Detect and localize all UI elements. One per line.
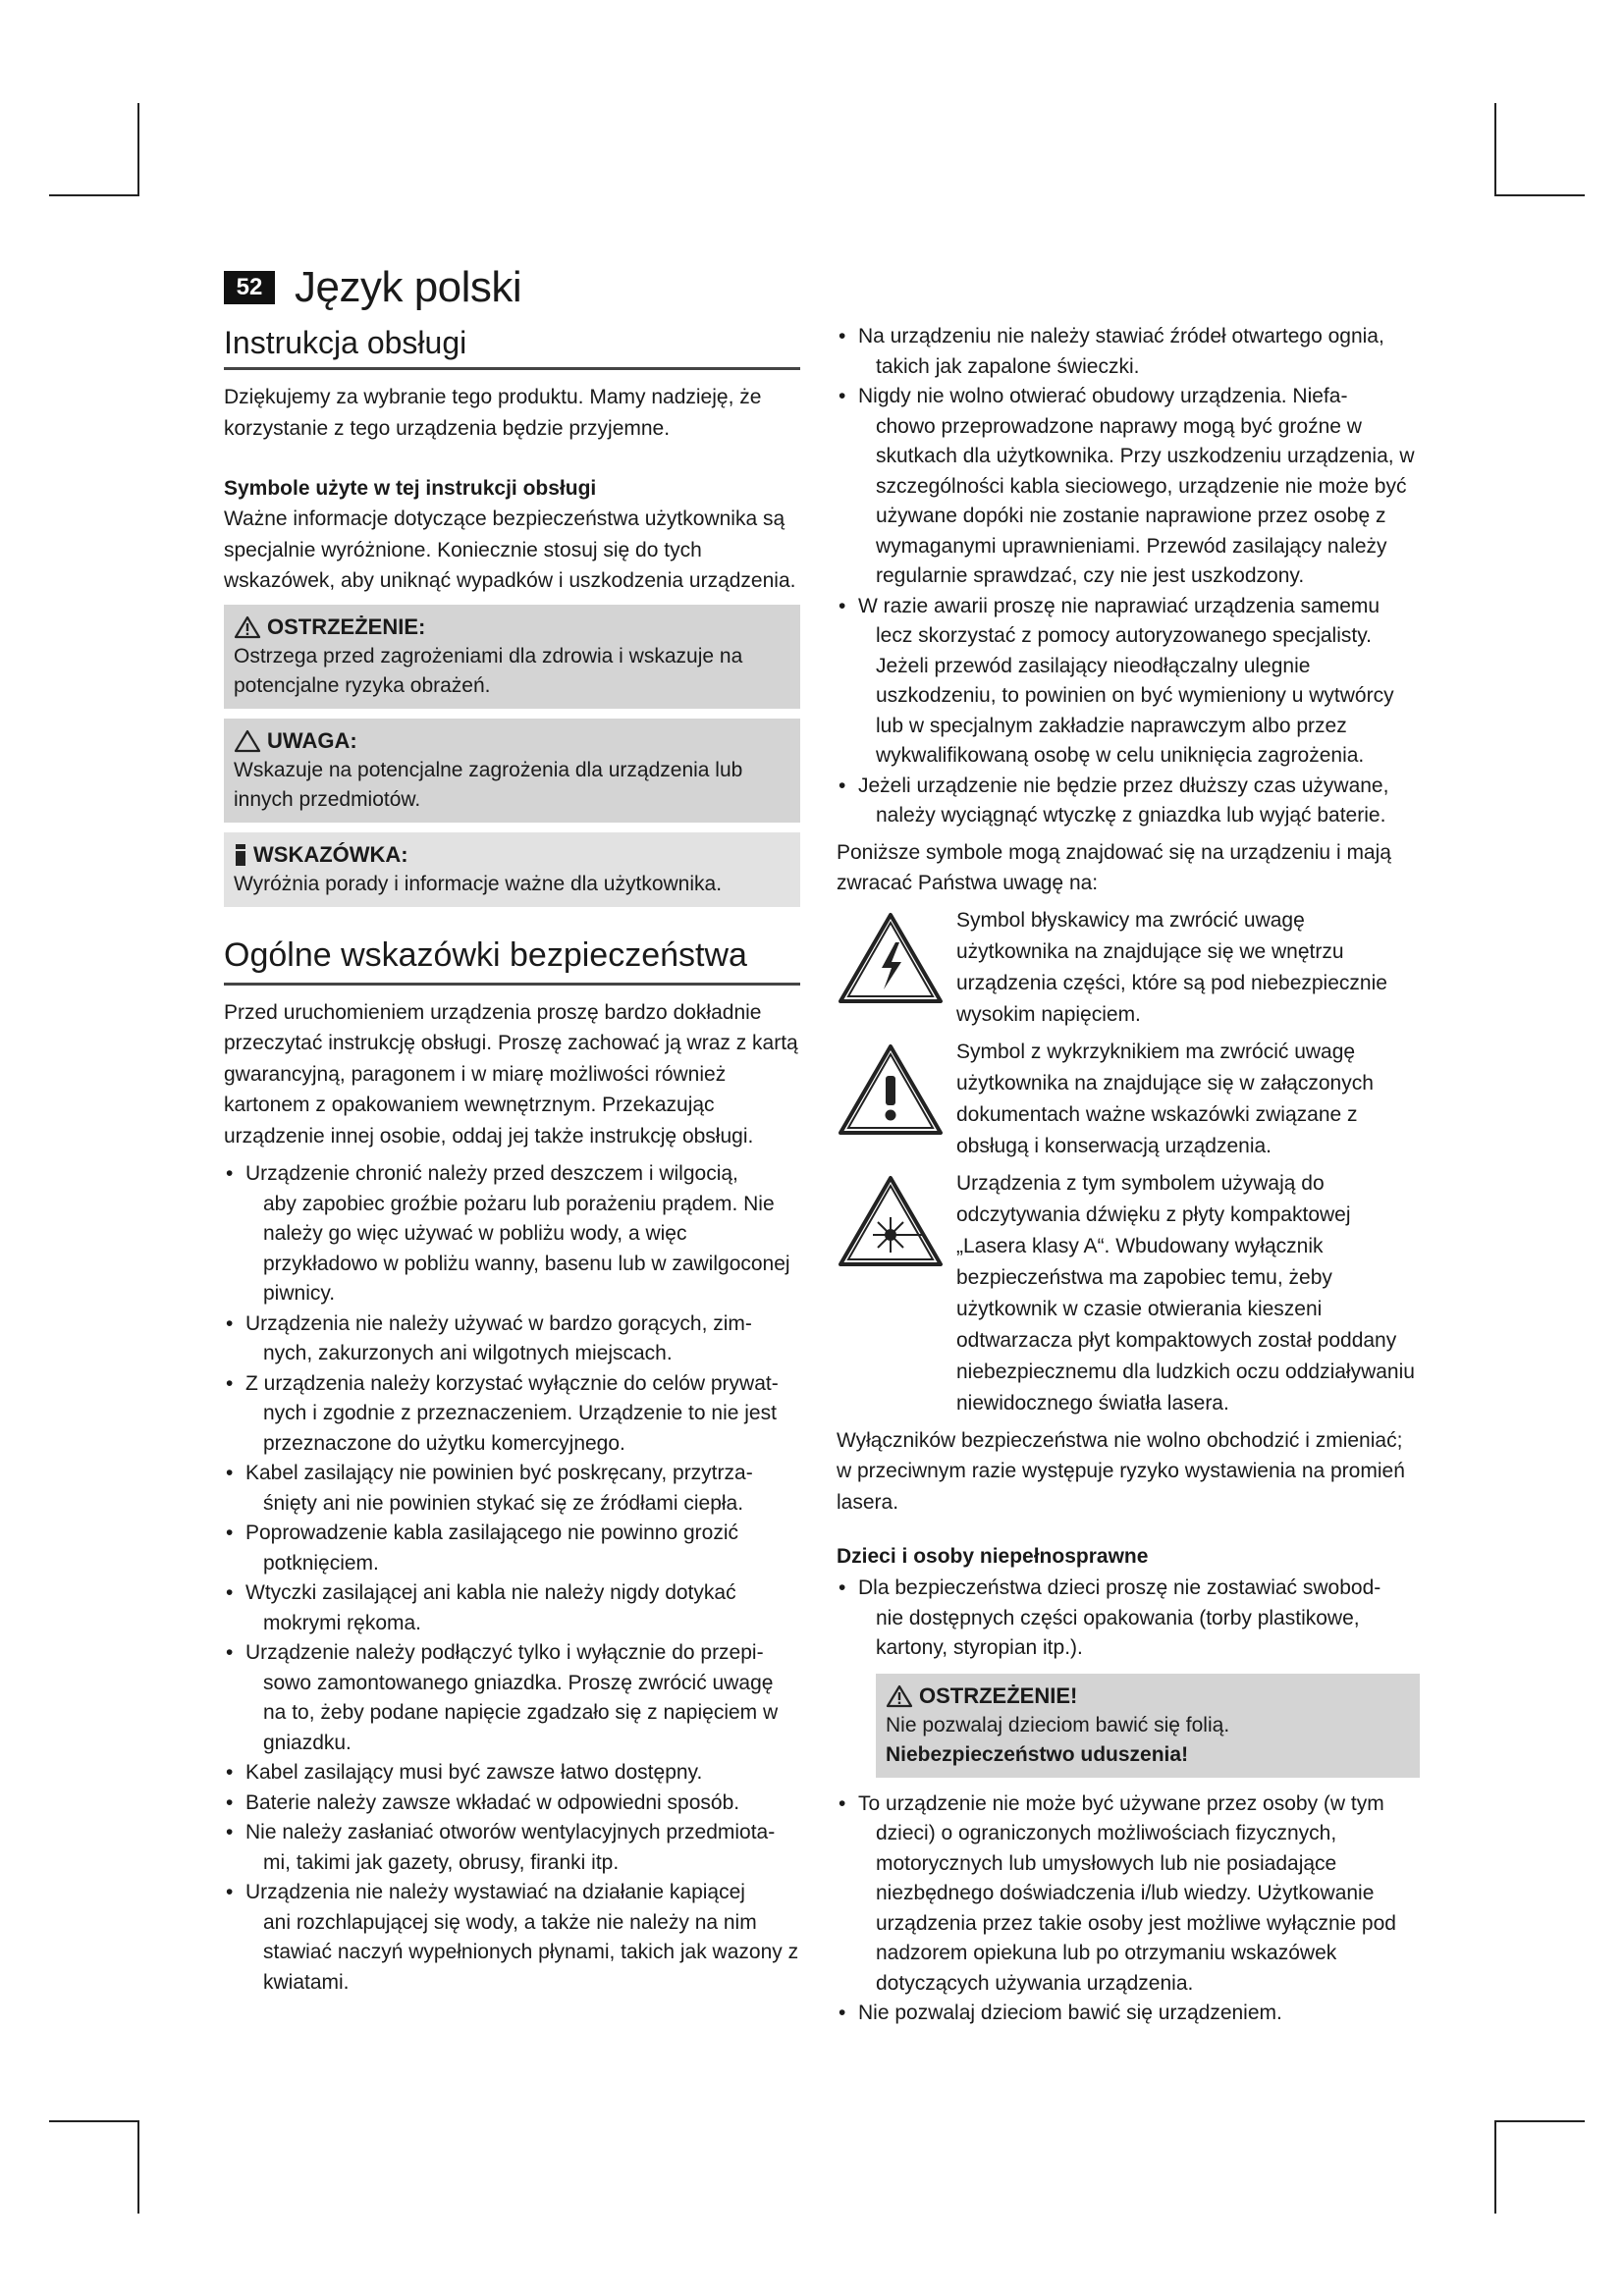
list-item: • Na urządzeniu nie należy stawiać źródeł otwartego ognia, takich jak zapalone świeczki.	[837, 322, 1420, 382]
list-item: • Urządzenie chronić należy przed deszczem i wilgocią, aby zapobiec groźbie pożaru lub porażeniu prądem. Nie należy go więc używać w pobliżu wody, a więc przykładowo w pobliżu wanny, basenu lub w zawilgoconej piwnicy.	[224, 1159, 800, 1309]
caution-text: Wskazuje na potencjalne zagrożenia dla urządzenia lub innych przedmiotów.	[234, 758, 743, 811]
lightning-symbol-text: Symbol błyskawicy ma zwrócić uwagę użytkownika na znajdujące się we wnętrzu urządzenia części, które są pod niebezpiecznie wysokim napięciem.	[956, 908, 1387, 1026]
page-number: 52	[224, 271, 275, 304]
lightning-symbol-row	[837, 905, 1420, 1031]
list-item: • Nie pozwalaj dzieciom bawić się urządzeniem.	[837, 1999, 1420, 2029]
language-title: Język polski	[295, 263, 522, 311]
laser-symbol-row	[837, 1168, 1420, 1419]
note-text: Wyróżnia porady i informacje ważne dla użytkownika.	[234, 872, 723, 895]
caution-triangle-icon	[234, 729, 261, 753]
children-heading: Dzieci i osoby niepełnosprawne	[837, 1545, 1149, 1568]
switch-text: Wyłączników bezpieczeństwa nie wolno obchodzić i zmieniać; w przeciwnym razie występuje ryzyko wystawienia na promień lasera.	[837, 1428, 1405, 1514]
children-warning-box	[876, 1674, 1420, 1778]
list-item: • Dla bezpieczeństwa dzieci proszę nie zostawiać swobod- nie dostępnych części opakowania (torby plastikowe, kartony, styropian itp.).	[837, 1574, 1420, 1664]
crop-mark	[1494, 2120, 1496, 2214]
intro-text: Dziękujemy za wybranie tego produktu. Mamy nadzieję, że korzystanie z tego urządzenia będzie przyjemne.	[224, 386, 762, 440]
list-item: • To urządzenie nie może być używane przez osoby (w tym dzieci) o ograniczonych możliwościach fizycznych, motorycznych lub umysłowych lub nie posiadające niezbędnego doświadczenia i/lub wiedzy. Użytkowanie urządzenia przez takie osoby jest możliwe wyłącznie pod nadzorem opiekuna lub po otrzymaniu wskazówek dotyczących używania urządzenia.	[837, 1789, 1420, 2000]
children-list	[837, 1574, 1420, 1664]
warning-box	[224, 605, 800, 709]
list-item: • Poprowadzenie kabla zasilającego nie powinno grozić potknięciem.	[224, 1519, 800, 1578]
safety-list	[224, 1159, 800, 1998]
crop-mark	[1494, 194, 1585, 196]
crop-mark	[1494, 103, 1496, 196]
crop-mark	[137, 103, 139, 196]
caution-title: UWAGA:	[267, 727, 357, 753]
caution-title-row	[234, 726, 790, 756]
warning-triangle-icon	[886, 1684, 913, 1708]
list-item: • Nie należy zasłaniać otworów wentylacyjnych przedmiota- mi, takimi jak gazety, obrusy, firanki itp.	[224, 1818, 800, 1878]
list-item: • Urządzenie należy podłączyć tylko i wyłącznie do przepi- sowo zamontowanego gniazdka. Proszę zwrócić uwagę na to, żeby podane napięcie zgadzało się z napięciem w gniazdku.	[224, 1638, 800, 1758]
info-icon	[234, 843, 247, 867]
safety-list-continued	[837, 322, 1420, 831]
crop-mark	[137, 2120, 139, 2214]
left-column	[224, 260, 800, 1998]
crop-mark	[1494, 2120, 1585, 2122]
laser-warning-icon	[837, 1174, 945, 1268]
lightning-warning-icon	[837, 911, 945, 1005]
children-warning-title: OSTRZEŻENIE!	[919, 1682, 1078, 1708]
list-item: • Baterie należy zawsze wkładać w odpowiedni sposób.	[224, 1789, 800, 1819]
caution-box	[224, 719, 800, 823]
warning-title-row	[234, 613, 790, 642]
warning-title: OSTRZEŻENIE:	[267, 614, 426, 639]
exclamation-symbol-row	[837, 1037, 1420, 1162]
list-item: • Urządzenia nie należy używać w bardzo gorących, zim- nych, zakurzonych ani wilgotnych miejscach.	[224, 1309, 800, 1369]
warning-text: Ostrzega przed zagrożeniami dla zdrowia i wskazuje na potencjalne ryzyka obrażeń.	[234, 644, 743, 697]
children-warning-title-row	[886, 1682, 1410, 1711]
safety-title: Ogólne wskazówki bezpieczeństwa	[224, 936, 800, 986]
symbols-text: Ważne informacje dotyczące bezpieczeństwa użytkownika są specjalnie wyróżnione. Koniecznie stosuj się do tych wskazówek, aby uniknąć wypadków i uszkodzenia urządzenia.	[224, 507, 796, 592]
list-item: • W razie awarii proszę nie naprawiać urządzenia samemu lecz skorzystać z pomocy autoryzowanego specjalisty. Jeżeli przewód zasilający nieodłączalny ulegnie uszkodzeniu, to powinien on być wymieniony u wytwórcy lub w specjalnym zakładzie naprawczym albo przez wykwalifikowaną osobę w celu uniknięcia zagrożenia.	[837, 592, 1420, 772]
list-item: • Jeżeli urządzenie nie będzie przez dłuższy czas używane, należy wyciągnąć wtyczkę z gniazdka lub wyjąć baterie.	[837, 772, 1420, 831]
note-title: WSKAZÓWKA:	[253, 841, 408, 867]
list-item: • Wtyczki zasilającej ani kabla nie należy nigdy dotykać mokrymi rękoma.	[224, 1578, 800, 1638]
children-list-continued	[837, 1789, 1420, 2029]
right-column	[837, 322, 1420, 2029]
symbols-heading: Symbole użyte w tej instrukcji obsługi	[224, 477, 597, 500]
section-title: Instrukcja obsługi	[224, 325, 800, 370]
note-box	[224, 832, 800, 907]
warning-triangle-icon	[234, 615, 261, 639]
list-item: • Z urządzenia należy korzystać wyłącznie do celów prywat- nych i zgodnie z przeznaczeniem. Urządzenie to nie jest przeznaczone do użytku komercyjnego.	[224, 1369, 800, 1460]
symbols-intro: Poniższe symbole mogą znajdować się na urządzeniu i mają zwracać Państwa uwagę na:	[837, 840, 1391, 894]
page-header	[224, 260, 800, 315]
children-warning-text: Nie pozwalaj dzieciom bawić się folią. Niebezpieczeństwo uduszenia!	[886, 1713, 1230, 1766]
note-title-row	[234, 840, 790, 870]
exclamation-symbol-text: Symbol z wykrzyknikiem ma zwrócić uwagę użytkownika na znajdujące się w załączonych dokumentach ważne wskazówki związane z obsługą i konserwacją urządzenia.	[956, 1040, 1374, 1157]
crop-mark	[49, 194, 139, 196]
safety-intro: Przed uruchomieniem urządzenia proszę bardzo dokładnie przeczytać instrukcję obsługi. Proszę zachować ją wraz z kartą gwarancyjną, paragonem i w miarę możliwości również kartonem z opakowaniem wewnętrznym. Przekazując urządzenie innej osobie, oddaj jej także instrukcję obsługi.	[224, 1000, 798, 1148]
list-item: • Kabel zasilający musi być zawsze łatwo dostępny.	[224, 1758, 800, 1789]
crop-mark	[49, 2120, 139, 2122]
exclamation-warning-icon	[837, 1042, 945, 1137]
list-item: • Urządzenia nie należy wystawiać na działanie kapiącej ani rozchlapującej się wody, a także nie należy na nim stawiać naczyń wypełnionych płynami, takich jak wazony z kwiatami.	[224, 1878, 800, 1998]
laser-symbol-text: Urządzenia z tym symbolem używają do odczytywania dźwięku z płyty kompaktowej „Lasera klasy A“. Wbudowany wyłącznik bezpieczeństwa ma zapobiec temu, żeby użytkownik w czasie otwierania kieszeni odtwarzacza płyt kompaktowych został poddany niebezpiecznemu dla ludzkich oczu oddziaływaniu niewidocznego światła lasera.	[956, 1171, 1415, 1415]
list-item: • Kabel zasilający nie powinien być poskręcany, przytrza- śnięty ani nie powinien stykać się ze źródłami ciepła.	[224, 1459, 800, 1519]
list-item: • Nigdy nie wolno otwierać obudowy urządzenia. Niefa- chowo przeprowadzone naprawy mogą być groźne w skutkach dla użytkownika. Przy uszkodzeniu urządzenia, w szczególności kabla sieciowego, urządzenie nie może być używane dopóki nie zostanie naprawione przez osobę z wymaganymi uprawnieniami. Przewód zasilający należy regularnie sprawdzać, czy nie jest uszkodzony.	[837, 382, 1420, 592]
